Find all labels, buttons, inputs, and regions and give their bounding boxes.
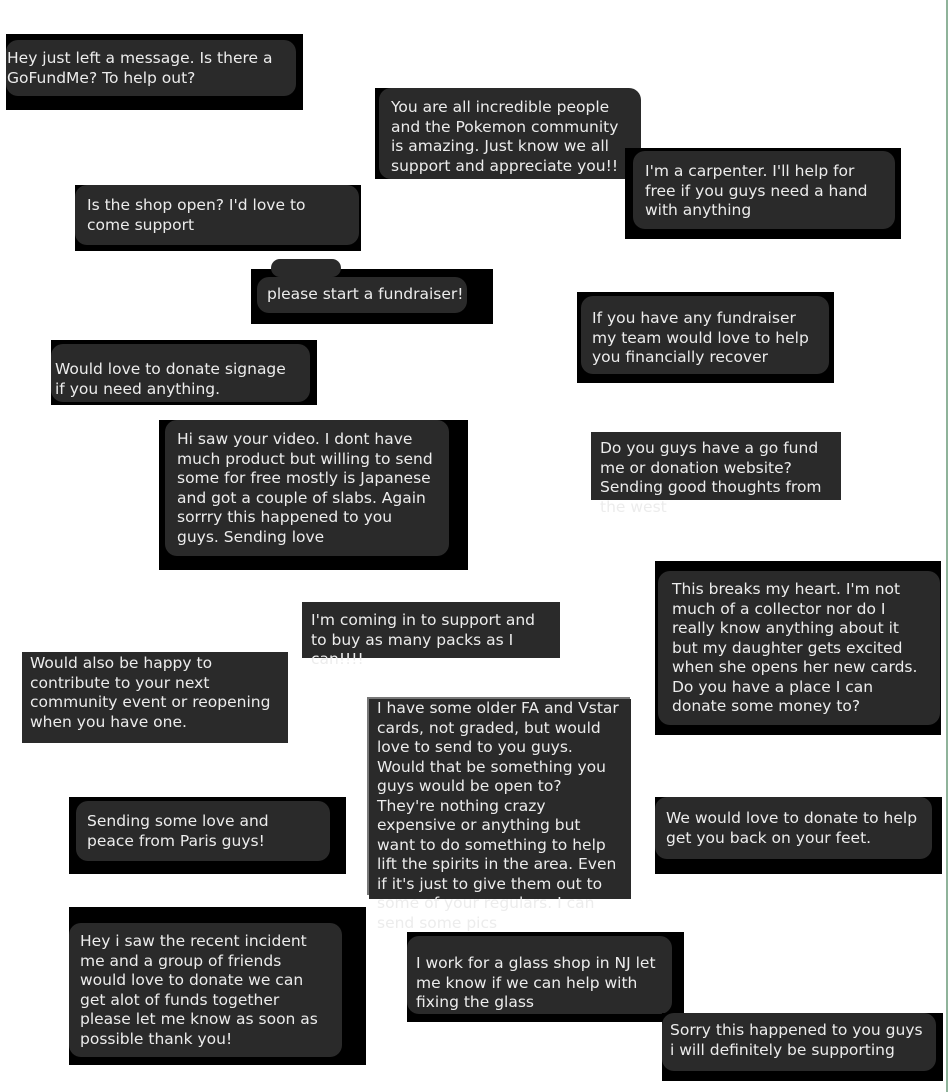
message-bubble: I have some older FA and Vstar cards, not graded, but would love to send to you guys. Would that be something you guys would be open to? They're nothing crazy expensive or anything but want to do something to help lift the spirits in the area. Even if it's just to give them out to some of your regulars. I can send some pics [369,699,631,899]
message-bubble: Is the shop open? I'd love to come support [75,185,359,245]
screenshot-crop [75,185,361,251]
message-bubble: Sending some love and peace from Paris guys! [76,801,330,861]
screenshot-crop [6,34,303,110]
message-bubble: Hi saw your video. I dont have much product but willing to send some for free mostly is Japanese and got a couple of slabs. Again sorrry this happened to you guys. Sending love [165,420,449,556]
message-bubble: Hey just left a message. Is there a GoFundMe? To help out? [6,40,296,96]
message-bubble: Do you guys have a go fund me or donation website? Sending good thoughts from the west [591,432,841,500]
message-bubble: We would love to donate to help get you back on your feet. [655,797,932,859]
screenshot-crop [367,697,630,932]
screenshot-crop [22,652,288,743]
message-bubble: This breaks my heart. I'm not much of a collector nor do I really know anything about it but my daughter gets excited when she opens her new cards. Do you have a place I can donate some money to? [658,571,940,725]
screenshot-crop [407,932,684,1022]
screenshot-crop [302,602,560,668]
right-edge-line [946,0,948,1092]
message-bubble: I work for a glass shop in NJ let me know if we can help with fixing the glass [407,936,672,1014]
screenshot-crop [51,340,317,405]
screenshot-crop [69,797,346,874]
message-bubble: Would also be happy to contribute to your next community event or reopening when you have one. [22,652,288,743]
screenshot-crop [159,420,468,570]
message-bubble: please start a fundraiser! [257,277,467,313]
message-bubble: Sorry this happened to you guys i will definitely be supporting [662,1013,936,1071]
screenshot-crop [655,797,942,874]
screenshot-crop [662,1013,943,1081]
screenshot-crop [69,907,366,1065]
screenshot-crop [251,269,493,324]
message-bubble: I'm coming in to support and to buy as many packs as I can!!!! [302,602,558,658]
screenshot-crop [591,432,841,516]
screenshot-crop [375,88,618,179]
message-bubble [271,259,341,277]
screenshot-crop [577,292,834,383]
message-bubble: Would love to donate signage if you need anything. [51,344,310,402]
screenshot-crop [625,148,901,239]
message-bubble: I'm a carpenter. I'll help for free if you guys need a hand with anything [633,151,895,229]
message-bubble: If you have any fundraiser my team would love to help you financially recover [581,296,829,374]
screenshot-crop [655,561,941,735]
message-bubble: You are all incredible people and the Pokemon community is amazing. Just know we all support and appreciate you!! [379,88,641,179]
message-bubble: Hey i saw the recent incident me and a group of friends would love to donate we can get alot of funds together please let me know as soon as possible thank you! [69,923,342,1057]
